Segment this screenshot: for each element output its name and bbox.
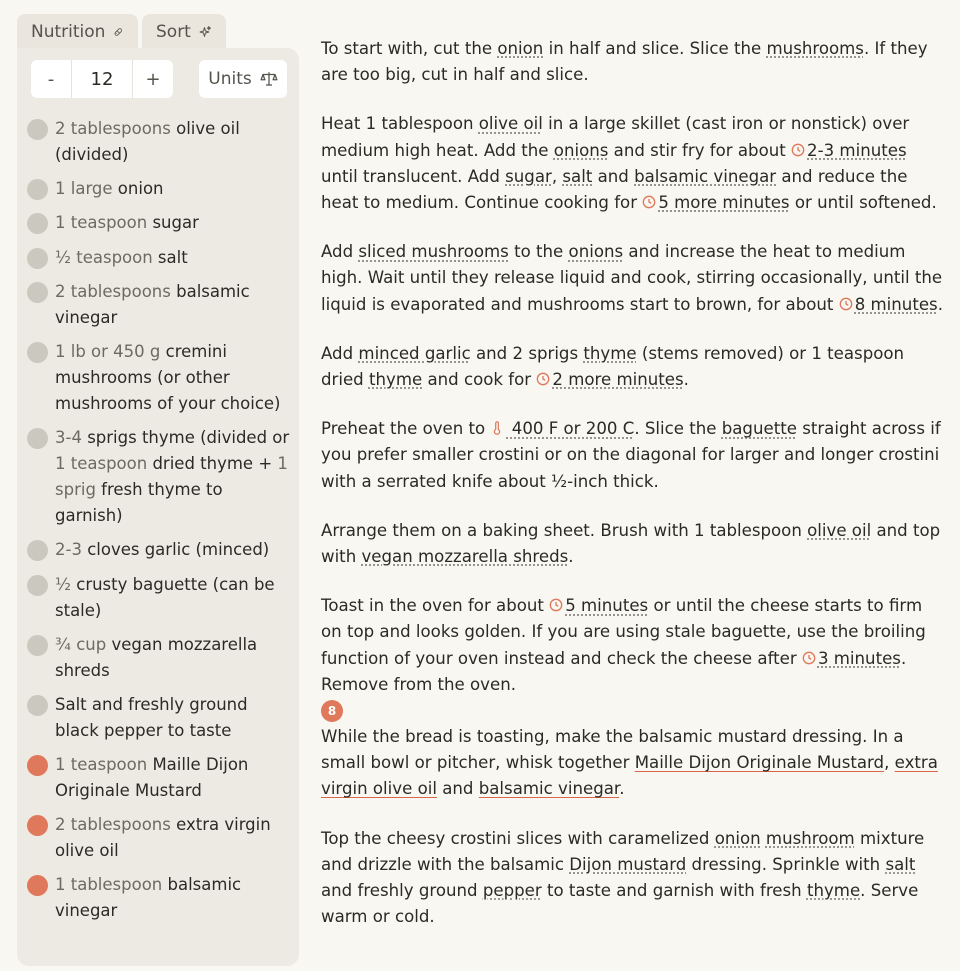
ingredient-list bbox=[27, 116, 295, 933]
instruction-step: Toast in the oven for about 5 minutes or until the cheese starts to firm on top and looks golden. If you are using stale baguette, use the broiling function of your oven instead and check the cheese after 3 minutes. Remove from the oven. bbox=[321, 596, 926, 694]
ingredient-item[interactable] bbox=[27, 245, 295, 271]
clock-icon bbox=[802, 651, 816, 665]
ingredient-item[interactable] bbox=[27, 692, 295, 744]
instruction-step: 8 While the bread is toasting, make the balsamic mustard dressing. In a small bowl or pitcher, whisk together Maille Dijon Originale Mustard, extra virgin olive oil and balsamic vinegar. bbox=[321, 700, 945, 803]
instruction-step: Add minced garlic and 2 sprigs thyme (stems removed) or 1 teaspoon dried thyme and cook for 2 more minutes. bbox=[321, 343, 905, 390]
ingredient-term[interactable]: thyme bbox=[368, 370, 423, 390]
timer-link[interactable]: 2 more minutes bbox=[536, 370, 683, 389]
ingredient-item[interactable] bbox=[27, 752, 295, 804]
ingredient-term[interactable]: mushrooms bbox=[766, 39, 864, 58]
ingredient-link[interactable]: extra virgin olive oil bbox=[321, 753, 938, 799]
ingredient-term[interactable]: olive oil bbox=[478, 114, 543, 134]
ingredient-term[interactable]: sugar bbox=[505, 166, 552, 186]
thermometer-icon bbox=[490, 421, 504, 435]
clock-icon bbox=[791, 143, 805, 157]
timer-link[interactable]: 5 more minutes bbox=[642, 193, 789, 212]
decrease-servings-button[interactable]: - bbox=[47, 68, 55, 90]
ingredient-item[interactable] bbox=[27, 116, 295, 168]
tab-nutrition-label: Nutrition bbox=[31, 22, 106, 42]
ingredient-name: Salt and freshly ground black pepper to taste bbox=[55, 694, 248, 740]
ingredient-name: fresh thyme to garnish) bbox=[55, 480, 223, 526]
instruction-step: Heat 1 tablespoon olive oil in a large skillet (cast iron or nonstick) over medium high heat. Add the onions and stir fry for about 2-3 minutes until translucent. Add sugar, salt and balsamic vinegar and reduce the heat to medium. Continue cooking for 5 more minutes or until softened. bbox=[321, 114, 937, 213]
ingredient-check[interactable] bbox=[27, 179, 48, 200]
ingredient-name: salt bbox=[152, 247, 188, 267]
ingredient-term[interactable]: onion bbox=[714, 828, 761, 848]
tab-nutrition[interactable] bbox=[17, 14, 138, 50]
units-button[interactable] bbox=[199, 60, 287, 98]
ingredient-term[interactable]: olive oil bbox=[807, 520, 872, 540]
ingredient-name: balsamic vinegar bbox=[55, 281, 250, 327]
ingredient-item[interactable] bbox=[27, 632, 295, 684]
tab-sort-label: Sort bbox=[156, 22, 191, 42]
panel-tabs bbox=[17, 14, 226, 50]
timer-link[interactable]: 5 minutes bbox=[549, 596, 648, 615]
instruction-step: To start with, cut the onion in half and slice. Slice the mushrooms. If they are too big, cut in half and slice. bbox=[321, 39, 928, 85]
ingredient-name: onion bbox=[112, 179, 164, 199]
ingredient-item[interactable] bbox=[27, 210, 295, 236]
ingredient-amount: 2 tablespoons bbox=[55, 119, 171, 138]
ingredient-amount: 3-4 bbox=[55, 428, 82, 448]
ingredients-panel bbox=[17, 48, 299, 966]
ingredient-check[interactable] bbox=[27, 575, 48, 596]
ingredient-name: cremini mushrooms (or other mushrooms of your choice) bbox=[55, 341, 281, 413]
ingredient-amount: 1 sprig bbox=[55, 454, 288, 500]
ingredient-link[interactable]: balsamic vinegar bbox=[478, 779, 620, 799]
ingredient-check[interactable] bbox=[27, 282, 48, 303]
ingredient-item[interactable] bbox=[27, 572, 295, 624]
instruction-step: Arrange them on a baking sheet. Brush with 1 tablespoon olive oil and top with vegan mozzarella shreds. bbox=[321, 520, 941, 567]
ingredient-amount: 1 teaspoon bbox=[55, 755, 148, 775]
ingredient-amount: 1 large bbox=[55, 179, 113, 199]
ingredient-amount: 1 tablespoon bbox=[55, 875, 163, 895]
clock-icon bbox=[839, 297, 853, 311]
ingredient-name: dried thyme + bbox=[147, 454, 278, 474]
ingredient-term[interactable]: salt bbox=[885, 854, 916, 874]
ingredient-term[interactable]: baguette bbox=[721, 419, 797, 439]
ingredient-item[interactable] bbox=[27, 279, 295, 331]
ingredient-name: Maille Dijon Originale Mustard bbox=[55, 755, 249, 801]
ingredient-amount: 2 tablespoons bbox=[55, 815, 171, 835]
ingredient-check[interactable] bbox=[27, 248, 48, 269]
servings-stepper bbox=[31, 60, 173, 98]
ingredient-amount: 2 tablespoons bbox=[55, 281, 171, 301]
ingredient-check[interactable] bbox=[27, 213, 48, 234]
ingredient-term[interactable]: vegan mozzarella shreds bbox=[361, 547, 569, 567]
ingredient-link[interactable]: Maille Dijon Originale Mustard bbox=[634, 753, 885, 773]
ingredient-check[interactable] bbox=[27, 815, 48, 836]
ingredient-item[interactable] bbox=[27, 812, 295, 864]
ingredient-name: olive oil (divided) bbox=[55, 119, 240, 164]
ingredient-name: sprigs thyme (divided or bbox=[81, 428, 290, 448]
instructions bbox=[321, 36, 945, 953]
ingredient-amount: ¾ cup bbox=[55, 634, 107, 654]
increase-servings-button[interactable]: + bbox=[145, 68, 161, 90]
ingredient-check[interactable] bbox=[27, 119, 48, 140]
ingredient-term[interactable]: pepper bbox=[482, 881, 542, 901]
ingredient-term[interactable]: salt bbox=[562, 166, 593, 186]
sparkle-icon bbox=[199, 23, 212, 41]
ingredient-item[interactable] bbox=[27, 425, 295, 529]
step-number-badge: 8 bbox=[321, 700, 343, 722]
ingredient-amount: ½ teaspoon bbox=[55, 247, 153, 267]
ingredient-item[interactable] bbox=[27, 872, 295, 924]
timer-link[interactable]: 3 minutes bbox=[802, 649, 901, 668]
ingredient-check[interactable] bbox=[27, 695, 48, 716]
ingredient-name: sugar bbox=[147, 213, 199, 233]
ingredient-term[interactable]: minced garlic bbox=[358, 343, 471, 363]
clock-icon bbox=[549, 598, 563, 612]
ingredient-amount: ½ bbox=[55, 574, 71, 594]
ingredient-term[interactable]: onions bbox=[553, 140, 609, 160]
ingredient-term[interactable]: thyme bbox=[583, 343, 637, 363]
clock-icon bbox=[642, 195, 656, 209]
ingredient-term[interactable]: Dijon mustard bbox=[569, 854, 687, 874]
scale-icon bbox=[260, 70, 278, 88]
instruction-step: Preheat the oven to 400 F or 200 C. Slice the baguette straight across if you prefer smaller crostini or on the diagonal for larger and longer crostini with a serrated knife about ½-inch thick. bbox=[321, 419, 941, 491]
ingredient-term[interactable]: onion bbox=[497, 39, 544, 58]
timer-link[interactable]: 8 minutes bbox=[839, 295, 938, 314]
clock-icon bbox=[536, 372, 550, 386]
ingredient-term[interactable]: onions bbox=[568, 242, 624, 262]
ingredient-name: crusty baguette (can be stale) bbox=[55, 574, 275, 620]
ingredient-term[interactable]: sliced mushrooms bbox=[358, 242, 509, 262]
ingredient-check[interactable] bbox=[27, 755, 48, 776]
ingredient-term[interactable]: thyme bbox=[806, 881, 861, 901]
ingredient-name: vegan mozzarella shreds bbox=[55, 634, 258, 680]
ingredient-check[interactable] bbox=[27, 635, 48, 656]
instruction-step: Top the cheesy crostini slices with caramelized onion mushroom mixture and drizzle with the balsamic Dijon mustard dressing. Sprinkle with salt and freshly ground pepper to taste and garnish with fresh thyme. Serve warm or cold. bbox=[321, 828, 925, 927]
ingredient-check[interactable] bbox=[27, 342, 48, 363]
tab-sort[interactable] bbox=[142, 14, 226, 50]
ingredient-term[interactable]: balsamic vinegar bbox=[634, 166, 777, 186]
pill-icon bbox=[113, 23, 124, 41]
ingredient-amount: 1 teaspoon bbox=[55, 454, 148, 474]
ingredient-name: extra virgin olive oil bbox=[55, 815, 271, 861]
ingredient-item[interactable] bbox=[27, 339, 295, 417]
ingredient-check[interactable] bbox=[27, 875, 48, 896]
instruction-step: Add sliced mushrooms to the onions and increase the heat to medium high. Wait until they release liquid and cook, stirring occasionally, until the liquid is evaporated and mushrooms start to brown, for about 8 minutes. bbox=[321, 242, 943, 314]
ingredient-amount: 2-3 bbox=[55, 540, 82, 560]
ingredient-item[interactable] bbox=[27, 537, 295, 563]
servings-value[interactable]: 12 bbox=[71, 60, 133, 98]
ingredient-item[interactable] bbox=[27, 176, 295, 202]
ingredient-name: cloves garlic (minced) bbox=[81, 540, 270, 560]
units-label: Units bbox=[208, 69, 252, 89]
temperature-link[interactable]: 400 F or 200 C bbox=[490, 419, 634, 438]
ingredient-amount: 1 teaspoon bbox=[55, 213, 148, 233]
ingredient-amount: 1 lb or 450 g bbox=[55, 341, 161, 361]
ingredient-check[interactable] bbox=[27, 540, 48, 561]
timer-link[interactable]: 2-3 minutes bbox=[791, 141, 907, 160]
ingredient-check[interactable] bbox=[27, 428, 48, 449]
ingredient-term[interactable]: mushroom bbox=[765, 828, 855, 848]
ingredient-name: balsamic vinegar bbox=[55, 875, 242, 921]
